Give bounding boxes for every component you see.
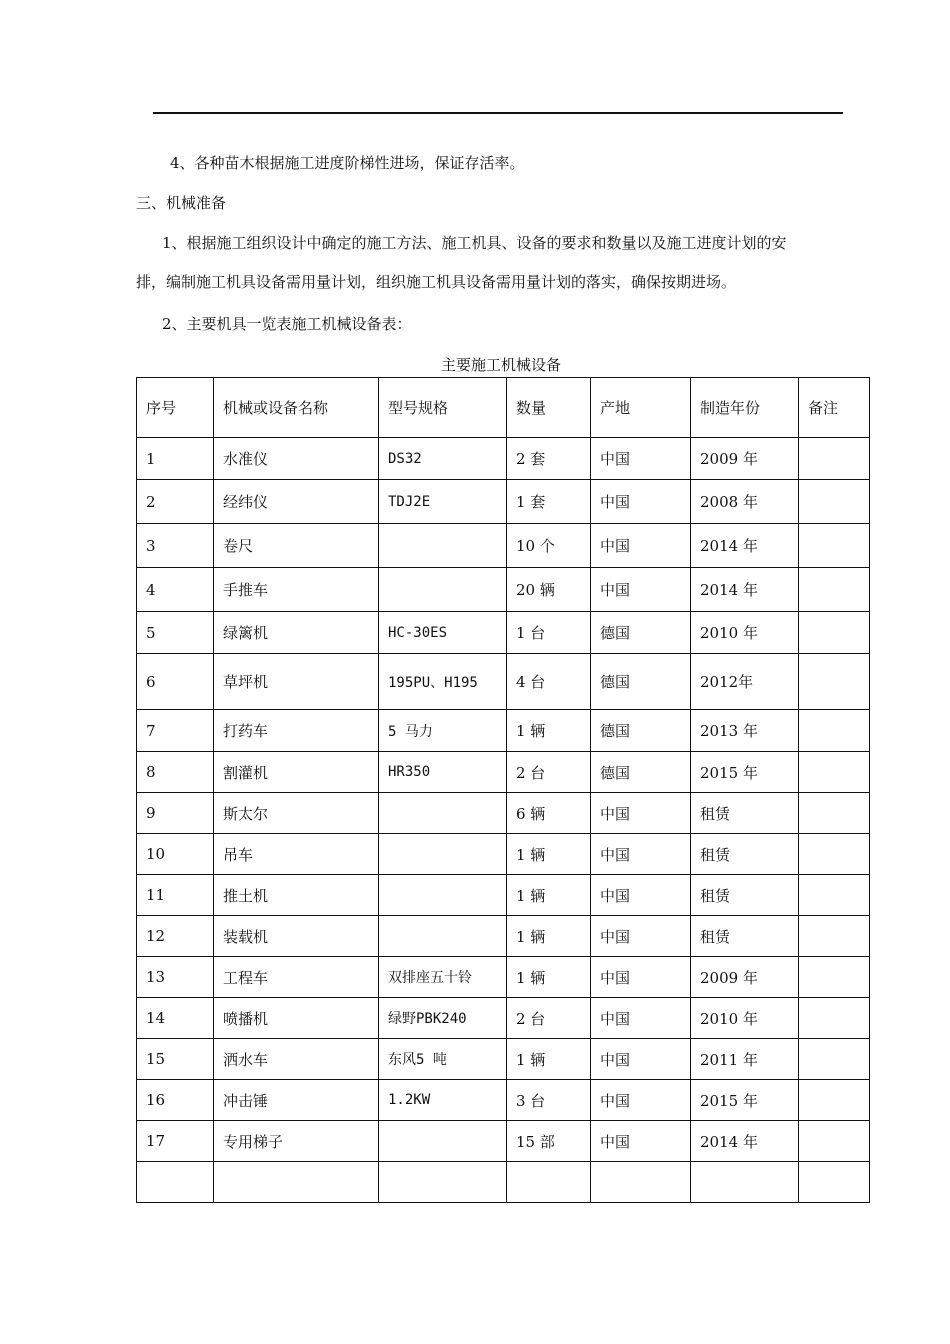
table-cell: 手推车 (214, 568, 379, 612)
table-cell: 5 (137, 612, 214, 654)
table-cell: 中国 (591, 1121, 691, 1162)
table-row (137, 568, 870, 612)
table-cell (379, 568, 507, 612)
table-cell: 2009 年 (691, 957, 799, 998)
table-cell: 2009 年 (691, 438, 799, 480)
table-cell: 2 套 (507, 438, 591, 480)
table-row (137, 793, 870, 834)
table-cell (799, 1080, 870, 1121)
table-row (137, 1121, 870, 1162)
paragraph-item-1-line-1: 1、根据施工组织设计中确定的施工方法、施工机具、设备的要求和数量以及施工进度计划的安 (162, 234, 787, 252)
table-cell (379, 875, 507, 916)
table-cell: 吊车 (214, 834, 379, 875)
table-cell (799, 916, 870, 957)
table-cell: 2 台 (507, 998, 591, 1039)
table-cell (379, 524, 507, 568)
table-cell (799, 1162, 870, 1203)
table-cell (799, 480, 870, 524)
table-cell (799, 438, 870, 480)
table-row (137, 612, 870, 654)
table-cell: 5 马力 (379, 710, 507, 752)
table-cell: 打药车 (214, 710, 379, 752)
table-cell: 15 (137, 1039, 214, 1080)
table-cell: 1 辆 (507, 710, 591, 752)
table-cell: 20 辆 (507, 568, 591, 612)
table-cell: 1 (137, 438, 214, 480)
table-cell (799, 793, 870, 834)
table-cell: 德国 (591, 612, 691, 654)
table-row (137, 524, 870, 568)
table-cell: 4 台 (507, 654, 591, 710)
table-row (137, 916, 870, 957)
table-cell: 洒水车 (214, 1039, 379, 1080)
table-header-row (137, 378, 870, 438)
table-cell: 9 (137, 793, 214, 834)
table-cell: 6 辆 (507, 793, 591, 834)
table-cell: 2014 年 (691, 568, 799, 612)
table-cell: 10 (137, 834, 214, 875)
table-cell: 3 (137, 524, 214, 568)
table-row (137, 1039, 870, 1080)
table-cell: 东风5 吨 (379, 1039, 507, 1080)
table-cell: 中国 (591, 916, 691, 957)
table-row (137, 834, 870, 875)
table-cell (799, 875, 870, 916)
table-cell: 1 套 (507, 480, 591, 524)
table-cell: 租赁 (691, 834, 799, 875)
table-cell: 中国 (591, 1039, 691, 1080)
table-cell: 经纬仪 (214, 480, 379, 524)
table-cell: 16 (137, 1080, 214, 1121)
table-cell: 中国 (591, 998, 691, 1039)
table-cell: 德国 (591, 752, 691, 793)
table-cell: 11 (137, 875, 214, 916)
table-cell (591, 1162, 691, 1203)
table-cell (507, 1162, 591, 1203)
table-cell: HR350 (379, 752, 507, 793)
table-cell: 17 (137, 1121, 214, 1162)
table-cell: 中国 (591, 438, 691, 480)
table-cell: 专用梯子 (214, 1121, 379, 1162)
table-cell: 3 台 (507, 1080, 591, 1121)
table-cell: 2014 年 (691, 524, 799, 568)
table-cell: 草坪机 (214, 654, 379, 710)
table-row (137, 1162, 870, 1203)
table-cell (799, 1121, 870, 1162)
table-cell: 12 (137, 916, 214, 957)
table-cell: 卷尺 (214, 524, 379, 568)
table-cell: 德国 (591, 654, 691, 710)
table-cell: 双排座五十铃 (379, 957, 507, 998)
table-header-cell: 机械或设备名称 (214, 378, 379, 438)
table-row (137, 1080, 870, 1121)
table-cell: 2 (137, 480, 214, 524)
table-row (137, 752, 870, 793)
table-cell (799, 524, 870, 568)
table-cell: 割灌机 (214, 752, 379, 793)
table-cell: 中国 (591, 793, 691, 834)
table-cell: 冲击锤 (214, 1080, 379, 1121)
table-cell: 1 辆 (507, 957, 591, 998)
table-row (137, 998, 870, 1039)
table-row (137, 875, 870, 916)
table-cell: 推土机 (214, 875, 379, 916)
table-cell (379, 1162, 507, 1203)
table-cell (799, 612, 870, 654)
table-cell: 14 (137, 998, 214, 1039)
table-cell (799, 957, 870, 998)
table-cell (379, 793, 507, 834)
table-cell: 7 (137, 710, 214, 752)
table-cell: 15 部 (507, 1121, 591, 1162)
table-cell (691, 1162, 799, 1203)
table-cell (214, 1162, 379, 1203)
table-cell: 绿篱机 (214, 612, 379, 654)
table-header-cell: 序号 (137, 378, 214, 438)
table-cell: 租赁 (691, 916, 799, 957)
table-cell: 2011 年 (691, 1039, 799, 1080)
table-cell: 10 个 (507, 524, 591, 568)
table-cell: TDJ2E (379, 480, 507, 524)
table-cell: 2008 年 (691, 480, 799, 524)
table-cell: 喷播机 (214, 998, 379, 1039)
table-row (137, 654, 870, 710)
table-cell (799, 568, 870, 612)
table-cell: 2015 年 (691, 1080, 799, 1121)
table-cell: 2012年 (691, 654, 799, 710)
table-cell: 4 (137, 568, 214, 612)
table-cell: 水准仪 (214, 438, 379, 480)
table-cell (379, 834, 507, 875)
table-cell: 2010 年 (691, 612, 799, 654)
table-cell: 1 辆 (507, 834, 591, 875)
table-row (137, 710, 870, 752)
table-cell (799, 1039, 870, 1080)
equipment-table (136, 377, 870, 1203)
table-cell: 中国 (591, 834, 691, 875)
table-cell: 斯太尔 (214, 793, 379, 834)
table-cell: 13 (137, 957, 214, 998)
table-cell: 租赁 (691, 875, 799, 916)
table-caption: 主要施工机械设备 (440, 356, 561, 374)
table-cell: 2010 年 (691, 998, 799, 1039)
table-cell: 2014 年 (691, 1121, 799, 1162)
table-header-cell: 型号规格 (379, 378, 507, 438)
table-cell: DS32 (379, 438, 507, 480)
paragraph-item-2: 2、主要机具一览表施工机械设备表： (162, 315, 412, 333)
table-header-cell: 数量 (507, 378, 591, 438)
table-row (137, 480, 870, 524)
table-cell (137, 1162, 214, 1203)
table-cell (799, 752, 870, 793)
table-cell: 8 (137, 752, 214, 793)
table-cell: 中国 (591, 875, 691, 916)
header-rule (153, 112, 843, 114)
section-heading-machinery: 三、机械准备 (136, 194, 227, 212)
table-header-cell: 产地 (591, 378, 691, 438)
table-row (137, 957, 870, 998)
table-cell: 1.2KW (379, 1080, 507, 1121)
table-cell: 1 辆 (507, 916, 591, 957)
table-cell (799, 710, 870, 752)
table-cell: 装载机 (214, 916, 379, 957)
table-cell (799, 998, 870, 1039)
table-cell: 6 (137, 654, 214, 710)
table-cell (379, 1121, 507, 1162)
table-cell (799, 834, 870, 875)
table-cell: 中国 (591, 568, 691, 612)
table-cell: 德国 (591, 710, 691, 752)
table-cell: 中国 (591, 1080, 691, 1121)
table-header-cell: 制造年份 (691, 378, 799, 438)
table-header-cell: 备注 (799, 378, 870, 438)
table-cell (799, 654, 870, 710)
table-cell: 中国 (591, 957, 691, 998)
table-cell: 中国 (591, 480, 691, 524)
table-cell: 工程车 (214, 957, 379, 998)
table-cell: 2015 年 (691, 752, 799, 793)
table-cell: 1 辆 (507, 1039, 591, 1080)
paragraph-item-1-line-2: 排，编制施工机具设备需用量计划，组织施工机具设备需用量计划的落实，确保按期进场。 (136, 273, 737, 291)
table-cell: 2 台 (507, 752, 591, 793)
table-cell: 绿野PBK240 (379, 998, 507, 1039)
table-row (137, 438, 870, 480)
table-cell: 1 辆 (507, 875, 591, 916)
table-cell: 195PU、H195 (379, 654, 507, 710)
table-cell: 2013 年 (691, 710, 799, 752)
paragraph-item-4: 4、各种苗木根据施工进度阶梯性进场，保证存活率。 (170, 154, 525, 172)
table-cell: HC-30ES (379, 612, 507, 654)
table-cell: 租赁 (691, 793, 799, 834)
table-cell: 中国 (591, 524, 691, 568)
table-cell: 1 台 (507, 612, 591, 654)
table-cell (379, 916, 507, 957)
